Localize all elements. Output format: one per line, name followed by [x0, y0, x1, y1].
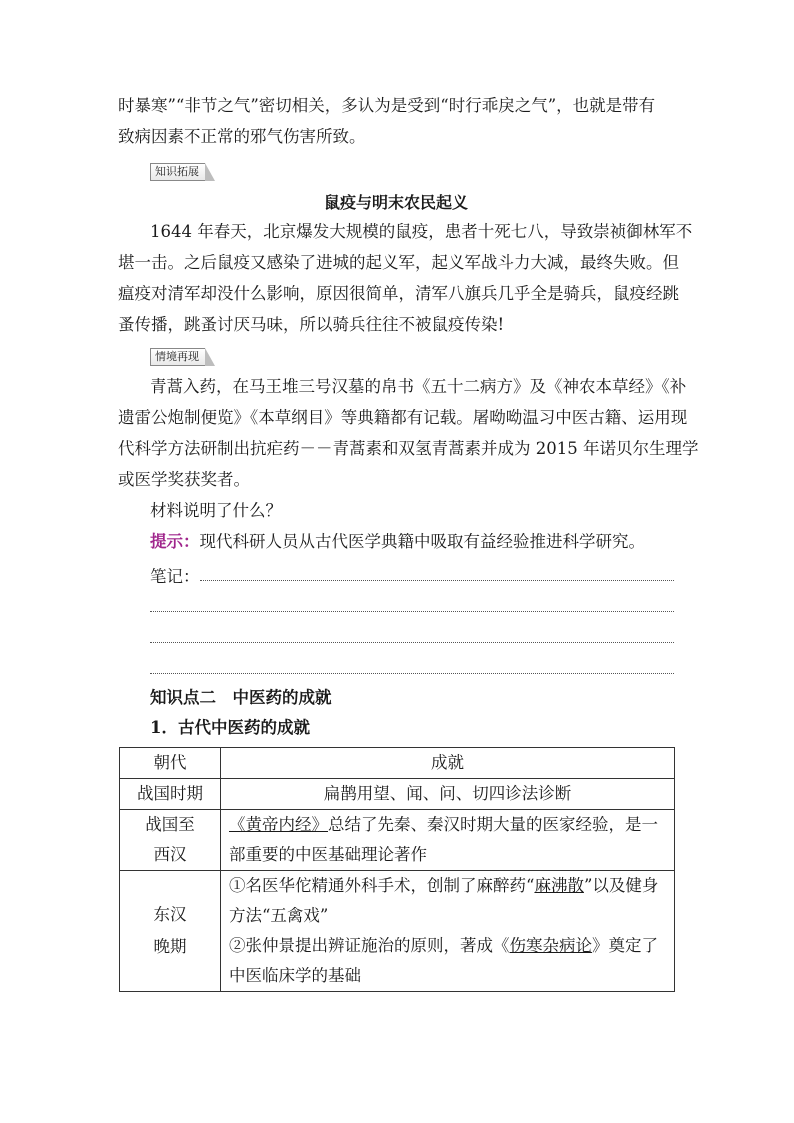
row3-b-part-2: 》奠定了 [592, 936, 658, 955]
hint-label: 提示： [150, 532, 200, 551]
row1-era: 战国时期 [120, 779, 221, 810]
achievements-table [119, 747, 675, 992]
row3-era-line-2: 晚期 [153, 937, 187, 956]
artemisia-line-3: 代科学方法研制出抗疟药－－青蒿素和双氢青蒿素并成为 2015 年诺贝尔生理学 [118, 439, 699, 458]
row3-book-title: 伤寒杂病论 [509, 936, 592, 955]
row3-b-part-1: ②张仲景提出辨证施治的原则，著成《 [229, 936, 510, 955]
intro-line-2: 致病因素不正常的邪气伤害所致。 [118, 127, 366, 146]
intro-line-1: 时暴寒”“非节之气”密切相关，多认为是受到“时行乖戾之气”，也就是带有 [118, 96, 656, 115]
row2-era-line-1: 战国至 [145, 815, 195, 834]
row2-text-2: 部重要的中医基础理论著作 [229, 845, 427, 864]
table-row [120, 810, 675, 871]
plague-line-3: 瘟疫对清军却没什么影响，原因很简单，清军八旗兵几乎全是骑兵，鼠疫经跳 [118, 284, 679, 303]
section-heading: 知识点二 中医药的成就 [150, 688, 332, 707]
plague-line-4: 蚤传播，跳蚤讨厌马味，所以骑兵往往不被鼠疫传染! [118, 315, 505, 334]
scenario-tag: 情境再现 [150, 348, 205, 366]
row3-b-part-3: 中医临床学的基础 [229, 966, 361, 985]
hint-text: 现代科研人员从古代医学典籍中吸取有益经验推进科学研究。 [199, 532, 645, 551]
plague-line-2: 堪一击。之后鼠疫又感染了进城的起义军，起义军战斗力大减，最终失败。但 [118, 253, 679, 272]
header-era: 朝代 [120, 748, 221, 779]
plague-title: 鼠疫与明末农民起义 [323, 193, 468, 212]
row2-era [120, 810, 221, 871]
row2-book-title: 《黄帝内经》 [229, 815, 328, 834]
artemisia-line-2: 遗雷公炮制便览》《本草纲目》等典籍都有记载。屠呦呦温习中医古籍、运用现 [118, 408, 688, 427]
hint-line [150, 532, 678, 552]
knowledge-extension-tag: 知识拓展 [150, 163, 205, 181]
question-text: 材料说明了什么？ [150, 501, 282, 520]
sub-heading: 1．古代中医药的成就 [150, 718, 310, 737]
table-row [120, 779, 675, 810]
notes-line-4[interactable] [150, 673, 674, 674]
row3-drug-name: 麻沸散 [534, 876, 584, 895]
row3-a-part-3: 方法“五禽戏” [229, 906, 329, 925]
artemisia-line-4: 或医学奖获奖者。 [118, 470, 250, 489]
notes-label: 笔记： [150, 567, 200, 586]
row3-era-line-1: 东汉 [153, 905, 187, 924]
row3-era [120, 871, 221, 992]
row3-achievement [221, 871, 675, 992]
row3-a-part-2: ”以及健身 [583, 876, 659, 895]
table-header-row [120, 748, 675, 779]
row2-era-line-2: 西汉 [153, 845, 187, 864]
notes-line-1[interactable] [200, 580, 674, 581]
table-row [120, 871, 675, 992]
row2-achievement [221, 810, 675, 871]
plague-line-1: 1644 年春天，北京爆发大规模的鼠疫，患者十死七八，导致崇祯御林军不 [150, 222, 693, 241]
row1-achievement: 扁鹊用望、闻、问、切四诊法诊断 [221, 779, 675, 810]
header-achievement: 成就 [221, 748, 675, 779]
row3-a-part-1: ①名医华佗精通外科手术，创制了麻醉药“ [229, 876, 535, 895]
artemisia-line-1: 青蒿入药，在马王堆三号汉墓的帛书《五十二病方》及《神农本草经》《补 [150, 377, 687, 396]
notes-line-3[interactable] [150, 642, 674, 643]
notes-line-2[interactable] [150, 611, 674, 612]
row2-text-1: 总结了先秦、秦汉时期大量的医家经验，是一 [328, 815, 658, 834]
